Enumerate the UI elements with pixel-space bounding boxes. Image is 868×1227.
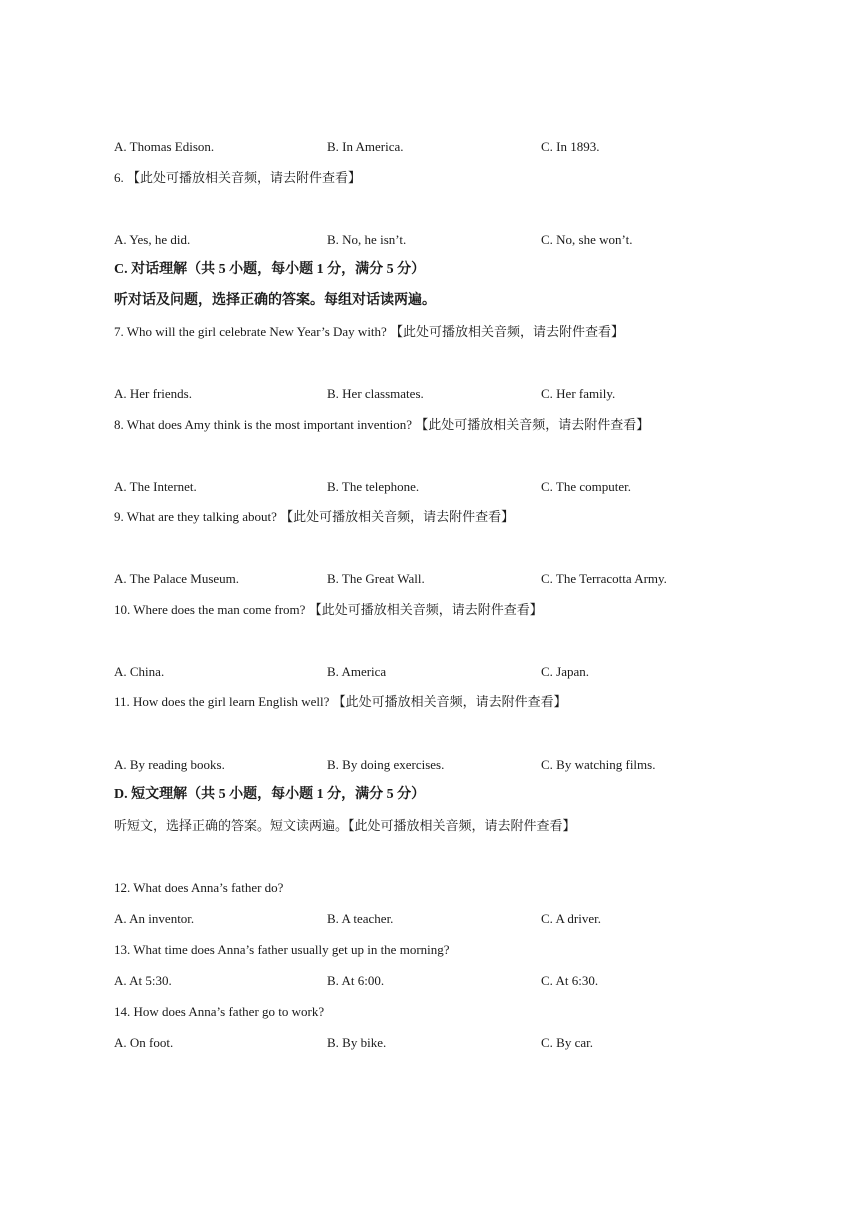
q6-option-c: C. No, she won’t. <box>541 232 633 247</box>
q10-stem: 10. Where does the man come from? 【此处可播放相关音频，请去附件查看】 <box>114 602 543 617</box>
q11-stem: 11. How does the girl learn English well? 【此处可播放相关音频，请去附件查看】 <box>114 694 567 709</box>
q6-option-a: A. Yes, he did. <box>114 232 191 247</box>
q7-stem: 7. Who will the girl celebrate New Year’s Day with? 【此处可播放相关音频，请去附件查看】 <box>114 324 625 339</box>
q5-option-a: A. Thomas Edison. <box>114 139 215 154</box>
q7-option-a: A. Her friends. <box>114 386 192 401</box>
section-c-instruction: 听对话及问题，选择正确的答案。每组对话读两遍。 <box>114 293 436 308</box>
q6-stem: 6. 【此处可播放相关音频，请去附件查看】 <box>114 170 362 185</box>
q8-stem: 8. What does Amy think is the most important invention? 【此处可播放相关音频，请去附件查看】 <box>114 417 650 432</box>
q9-stem: 9. What are they talking about? 【此处可播放相关音频，请去附件查看】 <box>114 509 515 524</box>
q13-stem: 13. What time does Anna’s father usually get up in the morning? <box>114 942 450 957</box>
section-d-heading: D. 短文理解（共 5 小题，每小题 1 分，满分 5 分） <box>114 787 426 802</box>
q5-option-b: B. In America. <box>327 139 404 154</box>
q9-option-a: A. The Palace Museum. <box>114 571 240 586</box>
q11-option-c: C. By watching films. <box>541 757 656 772</box>
q7-option-b: B. Her classmates. <box>327 386 424 401</box>
q12-option-b: B. A teacher. <box>327 911 394 926</box>
q9-option-c: C. The Terracotta Army. <box>541 571 667 586</box>
section-c-heading: C. 对话理解（共 5 小题，每小题 1 分，满分 5 分） <box>114 262 426 277</box>
q13-option-a: A. At 5:30. <box>114 973 172 988</box>
q12-stem: 12. What does Anna’s father do? <box>114 880 284 895</box>
q13-option-b: B. At 6:00. <box>327 973 385 988</box>
q6-option-b: B. No, he isn’t. <box>327 232 407 247</box>
q12-option-a: A. An inventor. <box>114 911 195 926</box>
q12-option-c: C. A driver. <box>541 911 601 926</box>
q8-option-a: A. The Internet. <box>114 479 197 494</box>
q11-option-a: A. By reading books. <box>114 757 225 772</box>
q13-option-c: C. At 6:30. <box>541 973 599 988</box>
q7-option-c: C. Her family. <box>541 386 616 401</box>
q8-option-b: B. The telephone. <box>327 479 420 494</box>
q8-option-c: C. The computer. <box>541 479 632 494</box>
section-d-instruction: 听短文，选择正确的答案。短文读两遍。【此处可播放相关音频，请去附件查看】 <box>114 818 576 833</box>
q14-option-c: C. By car. <box>541 1035 593 1050</box>
q14-stem: 14. How does Anna’s father go to work? <box>114 1004 325 1019</box>
q14-option-b: B. By bike. <box>327 1035 387 1050</box>
q9-option-b: B. The Great Wall. <box>327 571 425 586</box>
q10-option-c: C. Japan. <box>541 664 590 679</box>
q11-option-b: B. By doing exercises. <box>327 757 445 772</box>
q10-option-a: A. China. <box>114 664 165 679</box>
q5-option-c: C. In 1893. <box>541 139 600 154</box>
q14-option-a: A. On foot. <box>114 1035 174 1050</box>
q10-option-b: B. America <box>327 664 387 679</box>
